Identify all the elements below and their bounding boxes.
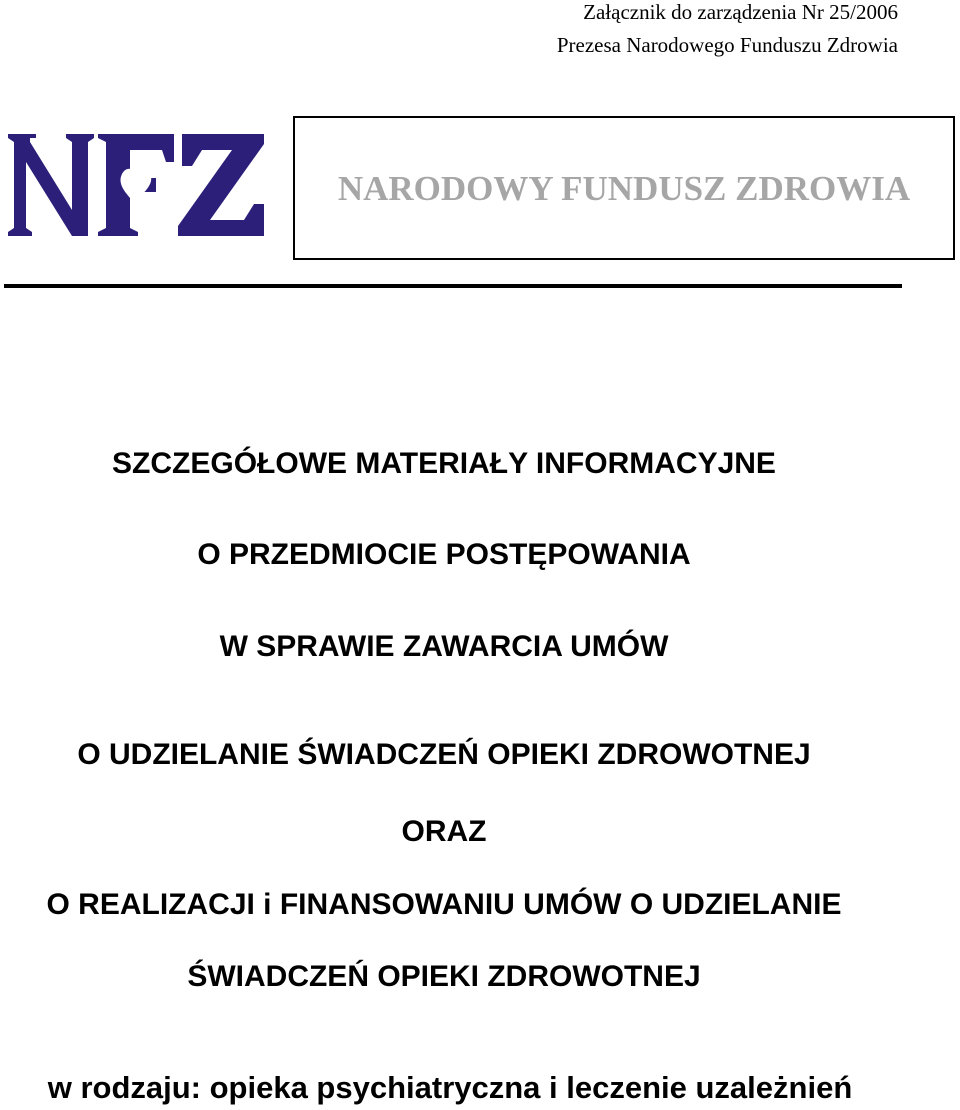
title-line-7: ŚWIADCZEŃ OPIEKI ZDROWOTNEJ <box>187 960 701 993</box>
title-line-3: W SPRAWIE ZAWARCIA UMÓW <box>219 630 669 663</box>
title-line-5: ORAZ <box>401 815 487 848</box>
title-line-1: SZCZEGÓŁOWE MATERIAŁY INFORMACYJNE <box>112 447 776 480</box>
annex-line-2: Prezesa Narodowego Funduszu Zdrowia <box>556 33 898 57</box>
fund-name: NARODOWY FUNDUSZ ZDROWIA <box>337 169 911 208</box>
document-subtitle: w rodzaju: opieka psychiatryczna i leczenie uzależnień <box>47 1070 853 1105</box>
annex-line-1: Załącznik do zarządzenia Nr 25/2006 <box>583 0 898 24</box>
nfz-logo <box>6 128 268 240</box>
title-line-4: O UDZIELANIE ŚWIADCZEŃ OPIEKI ZDROWOTNEJ <box>77 738 811 771</box>
header-rule <box>4 284 902 288</box>
title-line-2: O PRZEDMIOCIE POSTĘPOWANIA <box>197 538 691 571</box>
title-line-6: O REALIZACJI i FINANSOWANIU UMÓW O UDZIELANIE <box>46 888 842 921</box>
